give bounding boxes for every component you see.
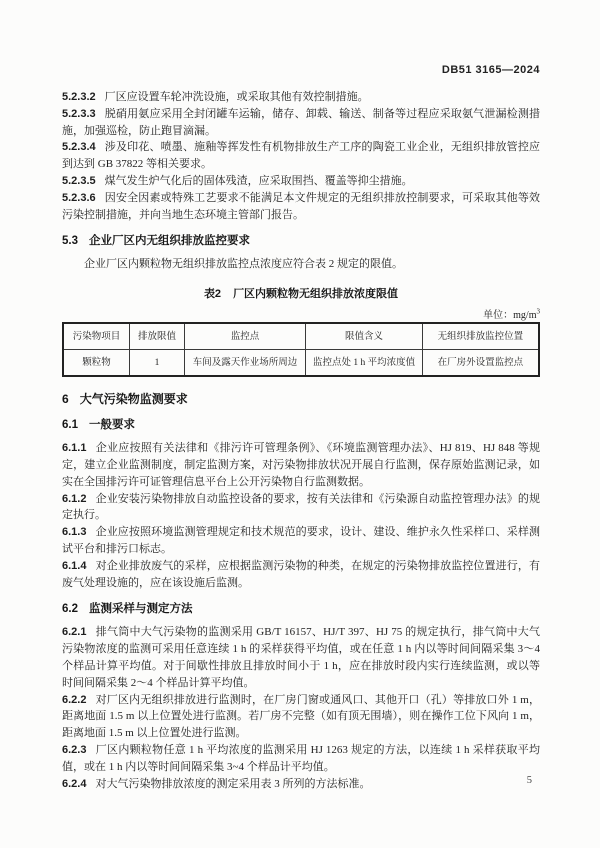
clause-5-2-3-2 [62,89,540,106]
clause-6-1-2 [62,491,540,525]
heading-number: 5.3 [62,235,78,248]
clause-number: 5.2.3.2 [62,91,96,103]
clause-number: 6.1.3 [62,526,87,539]
clause-6-1-4 [62,558,540,592]
heading-6-2 [62,600,540,616]
table-label: 表2 [203,288,222,301]
running-head-standard-number: DB51 3165—2024 [441,64,540,76]
clause-text: 企业安装污染物排放自动监控设备的要求，按有关法律和《污染源自动监控管理办法》的规定执行。 [62,492,540,522]
clause-text: 对厂区内无组织排放进行监测时，在厂房门窗或通风口、其他开口（孔）等排放口外 1 m，距离地面 1.5 m 以上位置处进行监测。若厂房不完整（如有顶无围墙），则在操作工位下风向 1 m，距离地面 1.5 m 以上位置处进行监测。 [62,693,540,740]
clause-text: 对企业排放废气的采样，应根据监测污染物的种类，在规定的污染物排放监控位置进行，有废气处理设施的，应在该设施后监测。 [62,559,540,589]
clause-number: 6.1.4 [62,559,87,572]
heading-6 [62,390,540,407]
clause-number: 6.2.1 [62,626,87,639]
clause-text: 企业应按照有关法律和《排污许可管理条例》、《环境监测管理办法》、HJ 819、HJ 848 等规定，建立企业监测制度，制定监测方案，对污染物排放状况开展自行监测，保存原始监测记录，如实在全国排污许可证管理信息平台上公开污染物自行监测数据。 [62,442,540,488]
table-2-emission-limits [62,322,540,377]
clause-6-2-3 [62,742,540,776]
clause-text: 因安全因素或特殊工艺要求不能满足本文件规定的无组织排放控制要求，可采取其他等效污染控制措施，并向当地生态环境主管部门报告。 [62,191,540,221]
clause-5-2-3-3 [62,106,540,140]
clause-5-2-3-6 [62,190,540,224]
clause-6-2-1 [62,624,540,691]
unit-prefix: 单位：mg/m [483,310,537,322]
cell-limit-meaning: 监控点处 1 h 平均浓度值 [306,350,423,377]
cell-monitoring-location: 在厂房外设置监控点 [422,350,539,377]
clause-text: 对大气污染物排放浓度的测定采用表 3 所列的方法标准。 [95,777,371,790]
heading-5-3 [62,232,540,248]
heading-6-1 [62,416,540,432]
clause-number: 5.2.3.5 [62,174,96,187]
col-header-limit-meaning: 限值含义 [306,323,423,350]
unit-superscript: 3 [536,307,540,316]
heading-number: 6.1 [62,419,78,432]
col-header-monitoring-point: 监控点 [184,323,305,350]
page-number: 5 [526,775,532,786]
clause-number: 6.2.2 [62,693,87,706]
clause-text: 煤气发生炉气化后的固体残渣，应采取围挡、覆盖等抑尘措施。 [104,174,413,187]
cell-monitoring-point: 车间及露天作业场所周边 [184,350,305,377]
clause-number: 5.2.3.6 [62,191,96,204]
clause-text: 涉及印花、喷墨、施釉等挥发性有机物排放生产工序的陶瓷工业企业，无组织排放管控应到达到 GB 37822 等相关要求。 [62,141,540,171]
table-title: 厂区内颗粒物无组织排放浓度限值 [233,288,399,301]
heading-number: 6.2 [62,603,78,616]
clause-5-2-3-4 [62,139,540,173]
heading-title: 监测采样与测定方法 [89,603,193,616]
col-header-limit: 排放限值 [130,323,185,350]
heading-number: 6 [62,392,69,407]
clause-number: 6.2.4 [62,777,87,790]
col-header-monitoring-location: 无组织排放监控位置 [422,323,539,350]
paragraph-5-3: 企业厂区内颗粒物无组织排放监控点浓度应符合表 2 规定的限值。 [84,258,403,271]
clause-number: 6.2.3 [62,743,87,756]
clause-text: 排气筒中大气污染物的监测采用 GB/T 16157、HJ/T 397、HJ 75 的规定执行，排气筒中大气污染物浓度的监测可采用任意连续 1 h 的采样获得平均值，或在任意 1 h 内以等时间间隔采集 3～4 个样品计算平均值。对于间歇性排放且排放时间小于 1 h，应在排放时段内实行连续监测，或以等时间间隔采集 2～4 个样品计算平均值。 [62,626,540,689]
table-unit-note [62,306,540,321]
cell-pollutant: 颗粒物 [63,350,130,377]
clause-6-2-2 [62,692,540,742]
clause-text: 企业应按照环境监测管理规定和技术规范的要求，设计、建设、维护永久性采样口、采样测试平台和排污口标志。 [62,526,540,555]
heading-title: 大气污染物监测要求 [79,392,188,407]
table-header-row [63,323,539,350]
clause-number: 5.2.3.4 [62,141,96,154]
clause-6-1-1 [62,440,540,490]
table-row [63,350,539,377]
clause-text: 厂区应设置车轮冲洗设施，或采取其他有效控制措施。 [104,91,369,103]
clause-text: 厂区内颗粒物任意 1 h 平均浓度的监测采用 HJ 1263 规定的方法，以连续 1 h 采样获取平均值，或在 1 h 内以等时间间隔采集 3~4 个样品计平均值。 [62,743,540,773]
heading-title: 企业厂区内无组织排放监控要求 [89,235,250,248]
clause-number: 6.1.2 [62,492,87,505]
clause-6-1-3 [62,524,540,558]
clause-5-2-3-5 [62,173,540,190]
clause-text: 脱硝用氨应采用全封闭罐车运输，储存、卸载、输送、制备等过程应采取氨气泄漏检测措施，加强巡检，防止跑冒滴漏。 [62,107,540,137]
col-header-pollutant: 污染物项目 [63,323,130,350]
heading-title: 一般要求 [89,419,135,432]
cell-limit: 1 [130,350,185,377]
clause-6-2-4 [62,776,540,793]
page-content [62,0,540,792]
table-2-caption [62,285,540,301]
clause-number: 6.1.1 [62,442,87,455]
clause-number: 5.2.3.3 [62,107,96,120]
